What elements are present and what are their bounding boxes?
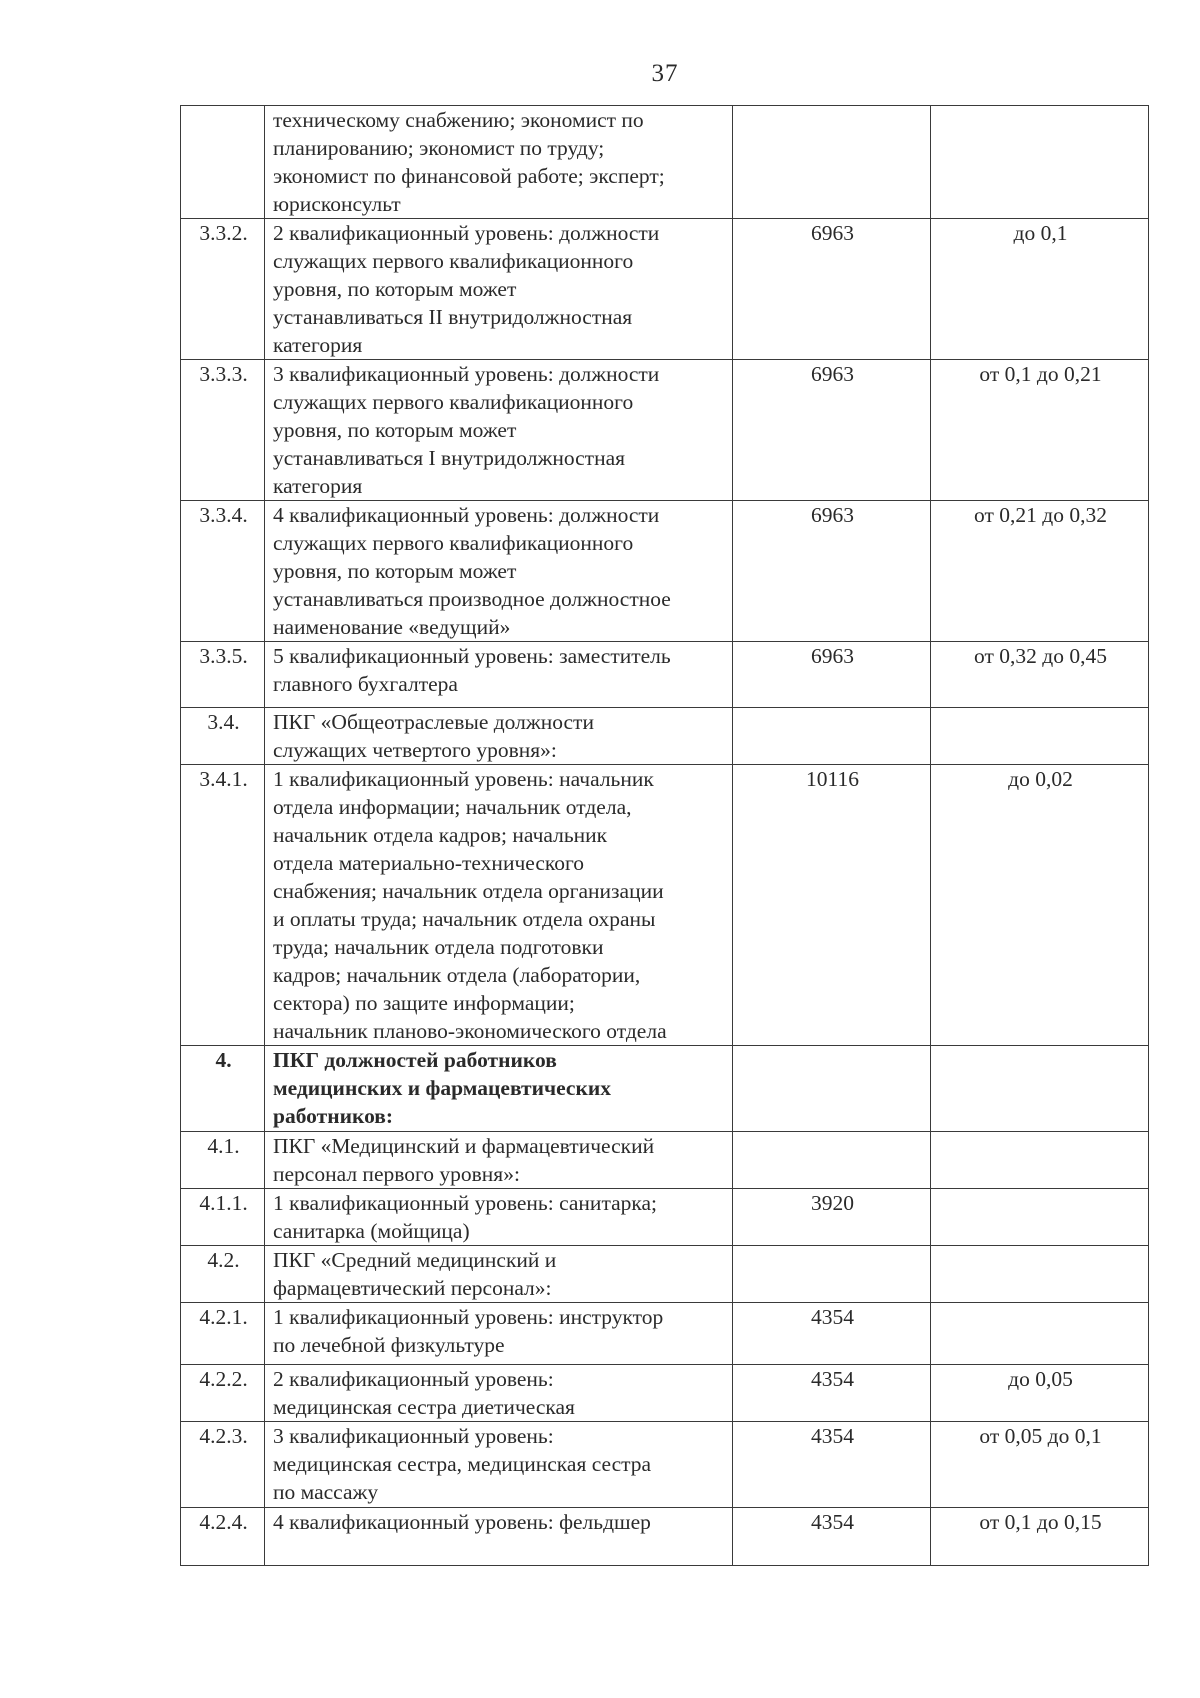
row-number-cell: 4.2.4. (181, 1508, 265, 1566)
row-coefficient-cell: до 0,02 (931, 765, 1149, 1046)
row-description-cell: ПКГ «Общеотраслевые должности служащих четвертого уровня»: (265, 708, 733, 765)
row-salary-cell: 4354 (733, 1508, 931, 1566)
table-row (181, 106, 1149, 219)
row-number-cell: 3.3.4. (181, 501, 265, 642)
row-salary-cell: 6963 (733, 360, 931, 501)
row-salary-cell (733, 1132, 931, 1189)
row-number-cell: 3.3.2. (181, 219, 265, 360)
row-salary-cell (733, 106, 931, 219)
row-description-cell: 1 квалификационный уровень: начальник отдела информации; начальник отдела, начальник отдела кадров; начальник отдела материально-технического снабжения; начальник отдела организации и оплаты труда; начальник отдела охраны труда; начальник отдела подготовки кадров; начальник отдела (лаборатории, сектора) по защите информации; начальник планово-экономического отдела (265, 765, 733, 1046)
row-coefficient-cell (931, 1132, 1149, 1189)
row-description-cell: техническому снабжению; экономист по планированию; экономист по труду; экономист по финансовой работе; эксперт; юрисконсульт (265, 106, 733, 219)
row-number-cell: 4.2.2. (181, 1365, 265, 1422)
row-coefficient-cell: до 0,05 (931, 1365, 1149, 1422)
row-description-cell: ПКГ должностей работников медицинских и фармацевтических работников: (265, 1046, 733, 1132)
table-row (181, 1046, 1149, 1132)
row-number-cell: 4.2.3. (181, 1422, 265, 1508)
row-coefficient-cell: от 0,32 до 0,45 (931, 642, 1149, 708)
row-description-cell: 4 квалификационный уровень: фельдшер (265, 1508, 733, 1566)
row-number-cell: 3.4. (181, 708, 265, 765)
row-number-cell: 4.2.1. (181, 1303, 265, 1365)
row-coefficient-cell (931, 708, 1149, 765)
row-coefficient-cell: от 0,1 до 0,21 (931, 360, 1149, 501)
row-number-cell: 4. (181, 1046, 265, 1132)
row-description-cell: 1 квалификационный уровень: инструктор по лечебной физкультуре (265, 1303, 733, 1365)
row-salary-cell: 6963 (733, 219, 931, 360)
row-coefficient-cell (931, 1189, 1149, 1246)
row-salary-cell (733, 1246, 931, 1303)
table-row (181, 360, 1149, 501)
salary-table (180, 105, 1149, 1566)
table-body (181, 106, 1149, 1566)
row-coefficient-cell (931, 1046, 1149, 1132)
row-description-cell: ПКГ «Медицинский и фармацевтический персонал первого уровня»: (265, 1132, 733, 1189)
row-description-cell: 3 квалификационный уровень: должности служащих первого квалификационного уровня, по которым может устанавливаться I внутридолжностная категория (265, 360, 733, 501)
row-description-cell: 4 квалификационный уровень: должности служащих первого квалификационного уровня, по которым может устанавливаться производное должностное наименование «ведущий» (265, 501, 733, 642)
row-salary-cell: 4354 (733, 1365, 931, 1422)
row-description-cell: 2 квалификационный уровень: должности служащих первого квалификационного уровня, по которым может устанавливаться II внутридолжностная категория (265, 219, 733, 360)
table-row (181, 1303, 1149, 1365)
row-number-cell: 4.1. (181, 1132, 265, 1189)
row-number-cell (181, 106, 265, 219)
table-row (181, 642, 1149, 708)
page-number: 37 (651, 60, 679, 87)
row-salary-cell: 4354 (733, 1422, 931, 1508)
table-row (181, 765, 1149, 1046)
row-coefficient-cell: от 0,1 до 0,15 (931, 1508, 1149, 1566)
table-row (181, 708, 1149, 765)
table-row (181, 1132, 1149, 1189)
row-number-cell: 4.1.1. (181, 1189, 265, 1246)
row-description-cell: 1 квалификационный уровень: санитарка; санитарка (мойщица) (265, 1189, 733, 1246)
row-number-cell: 3.3.3. (181, 360, 265, 501)
row-description-cell: 5 квалификационный уровень: заместитель главного бухгалтера (265, 642, 733, 708)
row-coefficient-cell (931, 1303, 1149, 1365)
row-salary-cell (733, 708, 931, 765)
row-description-cell: 2 квалификационный уровень: медицинская сестра диетическая (265, 1365, 733, 1422)
row-description-cell: 3 квалификационный уровень: медицинская сестра, медицинская сестра по массажу (265, 1422, 733, 1508)
table-row (181, 1246, 1149, 1303)
row-salary-cell: 6963 (733, 642, 931, 708)
table-row (181, 1365, 1149, 1422)
table-row (181, 501, 1149, 642)
table-row (181, 1422, 1149, 1508)
row-coefficient-cell: до 0,1 (931, 219, 1149, 360)
row-number-cell: 3.4.1. (181, 765, 265, 1046)
row-salary-cell (733, 1046, 931, 1132)
row-salary-cell: 4354 (733, 1303, 931, 1365)
row-coefficient-cell (931, 106, 1149, 219)
row-number-cell: 4.2. (181, 1246, 265, 1303)
table-row (181, 1508, 1149, 1566)
row-coefficient-cell: от 0,05 до 0,1 (931, 1422, 1149, 1508)
row-salary-cell: 10116 (733, 765, 931, 1046)
row-coefficient-cell (931, 1246, 1149, 1303)
table-row (181, 1189, 1149, 1246)
row-number-cell: 3.3.5. (181, 642, 265, 708)
row-salary-cell: 3920 (733, 1189, 931, 1246)
row-salary-cell: 6963 (733, 501, 931, 642)
table-row (181, 219, 1149, 360)
row-coefficient-cell: от 0,21 до 0,32 (931, 501, 1149, 642)
row-description-cell: ПКГ «Средний медицинский и фармацевтический персонал»: (265, 1246, 733, 1303)
